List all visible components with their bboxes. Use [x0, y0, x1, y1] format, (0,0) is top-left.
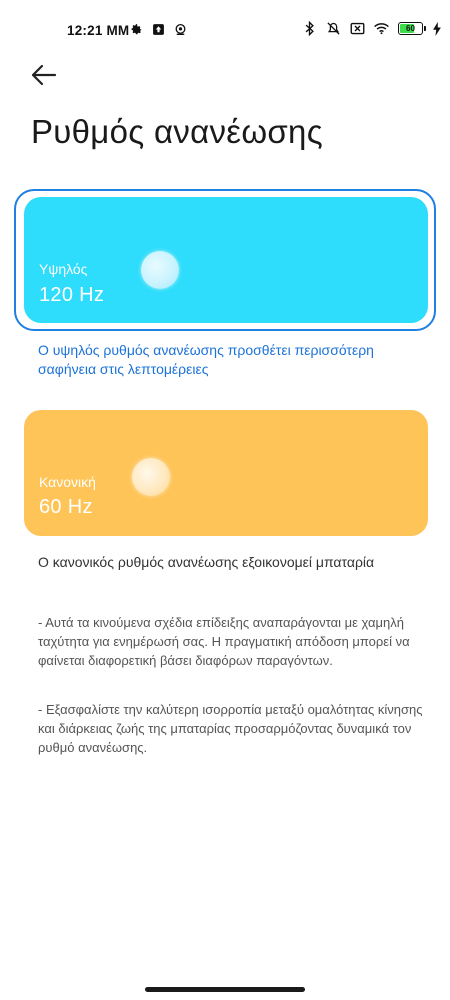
status-notification-icons: [129, 22, 188, 37]
settings-gear-icon: [129, 22, 144, 37]
status-bar: [0, 0, 450, 62]
option-high-label: Υψηλός: [39, 261, 88, 277]
option-normal-refresh-card[interactable]: [24, 410, 428, 536]
upload-notification-icon: [151, 22, 166, 37]
battery-icon: [398, 22, 423, 35]
option-high-description: Ο υψηλός ρυθμός ανανέωσης προσθέτει περισσότερη σαφήνεια στις λεπτομέρειες: [38, 342, 374, 377]
charging-bolt-icon: [432, 21, 441, 36]
demo-animation-ball: [141, 251, 179, 289]
option-normal-description: Ο κανονικός ρυθμός ανανέωσης εξοικονομεί μπαταρία: [38, 554, 375, 570]
option-normal-value: 60 Hz: [39, 496, 93, 518]
home-indicator[interactable]: [145, 987, 305, 992]
option-normal-label: Κανονική: [39, 474, 96, 490]
assistant-notification-icon: [173, 22, 188, 37]
demo-animation-ball: [132, 458, 170, 496]
status-system-icons: [302, 21, 441, 36]
page-title: Ρυθμός ανανέωσης: [31, 113, 323, 150]
arrow-left-icon: [30, 62, 58, 88]
battery-level: 60: [406, 24, 415, 33]
vibrate-silent-icon: [326, 21, 341, 36]
option-high-refresh-card[interactable]: [24, 197, 428, 323]
info-note: - Εξασφαλίστε την καλύτερη ισορροπία μεταξύ ομαλότητας κίνησης και διάρκειας ζωής της μπαταρίας προσαρμόζοντας δυναμικά τον ρυθμό ανανέωσης.: [38, 702, 423, 755]
status-time: 12:21 MM: [67, 23, 130, 38]
back-button[interactable]: [30, 62, 58, 88]
no-sim-icon: [350, 21, 365, 36]
wifi-icon: [374, 21, 389, 36]
bluetooth-icon: [302, 21, 317, 36]
option-high-value: 120 Hz: [39, 284, 105, 306]
info-note: - Αυτά τα κινούμενα σχέδια επίδειξης αναπαράγονται με χαμηλή ταχύτητα για ενημέρωσή σας. Η πραγματική απόδοση μπορεί να φαίνεται διαφορετική βάσει διαφόρων παραγόντων.: [38, 615, 410, 668]
